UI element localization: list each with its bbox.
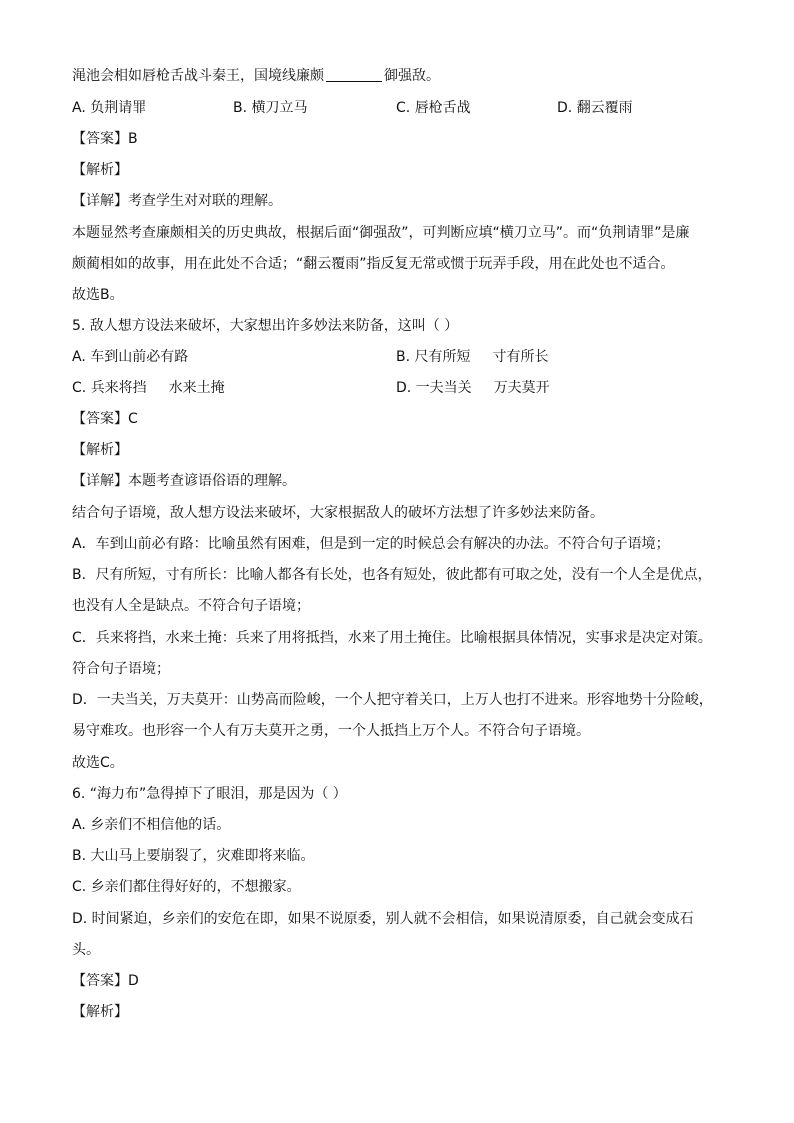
q5-body-line: 符合句子语境；	[72, 661, 170, 677]
q5-answer: 【答案】C	[72, 411, 138, 427]
q4-answer: 【答案】B	[72, 131, 138, 147]
q6-option-d-cont: 头。	[72, 942, 100, 958]
q4-stem	[72, 66, 440, 86]
q5-stem: 5. 敌人想方设法来破坏，大家想出许多妙法来防备，这叫（ ）	[72, 318, 459, 334]
q5-body-line: B．尺有所短，寸有所长：比喻人都各有长处，也各有短处，彼此都有可取之处，没有一个人全是优点，	[72, 567, 712, 583]
q5-option-c: C. 兵来将挡 水来土掩	[72, 380, 225, 396]
q5-body-line: 结合句子语境，敌人想方设法来破坏，大家根据敌人的破坏方法想了许多妙法来防备。	[72, 505, 604, 521]
q6-option-c: C. 乡亲们都住得好好的，不想搬家。	[72, 879, 301, 895]
q5-analysis-label: 【解析】	[72, 442, 128, 458]
q6-option-d: D. 时间紧迫，乡亲们的安危在即，如果不说原委，别人就不会相信，如果说清原委，自己就会变成石	[72, 911, 694, 927]
q4-stem-post: 御强敌。	[384, 68, 440, 84]
q5-detail: 【详解】本题考查谚语俗语的理解。	[72, 473, 296, 489]
q4-answer-blank	[326, 67, 382, 82]
q6-answer: 【答案】D	[72, 973, 139, 989]
q5-body-line: 易守难攻。也形容一个人有万夫莫开之勇，一个人抵挡上万个人。不符合句子语境。	[72, 723, 590, 739]
q4-body-line: 本题显然考查廉颇相关的历史典故，根据后面“御强敌”，可判断应填“横刀立马”。而“负荆请罪”是廉	[72, 225, 690, 241]
q5-conclusion: 故选C。	[72, 755, 124, 771]
q5-body-line: C．兵来将挡，水来土掩：兵来了用将抵挡，水来了用土掩住。比喻根据具体情况，实事求是决定对策。	[72, 630, 712, 646]
q4-option-d: D. 翻云覆雨	[557, 100, 633, 116]
q5-option-d: D. 一夫当关 万夫莫开	[396, 380, 550, 396]
q5-body-line: A．车到山前必有路：比喻虽然有困难，但是到一定的时候总会有解决的办法。不符合句子语境；	[72, 536, 670, 552]
q5-body-line: D．一夫当关，万夫莫开：山势高而险峻，一个人把守着关口，上万人也打不进来。形容地势十分险峻，	[72, 692, 713, 708]
q4-detail: 【详解】考查学生对对联的理解。	[72, 193, 282, 209]
q4-body-line: 颇蔺相如的故事，用在此处不合适；“翻云覆雨”指反复无常或惯于玩弄手段，用在此处也不适合。	[72, 256, 675, 272]
q4-conclusion: 故选B。	[72, 287, 124, 303]
q5-option-b: B. 尺有所短 寸有所长	[396, 349, 549, 365]
q4-analysis-label: 【解析】	[72, 162, 128, 178]
q5-body-line: 也没有人全是缺点。不符合句子语境；	[72, 598, 310, 614]
q4-stem-pre: 渑池会相如唇枪舌战斗秦王，国境线廉颇	[72, 68, 324, 84]
q6-analysis-label: 【解析】	[72, 1004, 128, 1020]
q4-option-b: B. 横刀立马	[233, 100, 308, 116]
q6-option-a: A. 乡亲们不相信他的话。	[72, 817, 231, 833]
q6-stem: 6. “海力布”急得掉下了眼泪，那是因为（ ）	[72, 786, 347, 802]
q4-option-c: C. 唇枪舌战	[396, 100, 471, 116]
q6-option-b: B. 大山马上要崩裂了，灾难即将来临。	[72, 848, 315, 864]
q5-option-a: A. 车到山前必有路	[72, 349, 189, 365]
q4-option-a: A. 负荆请罪	[72, 100, 147, 116]
